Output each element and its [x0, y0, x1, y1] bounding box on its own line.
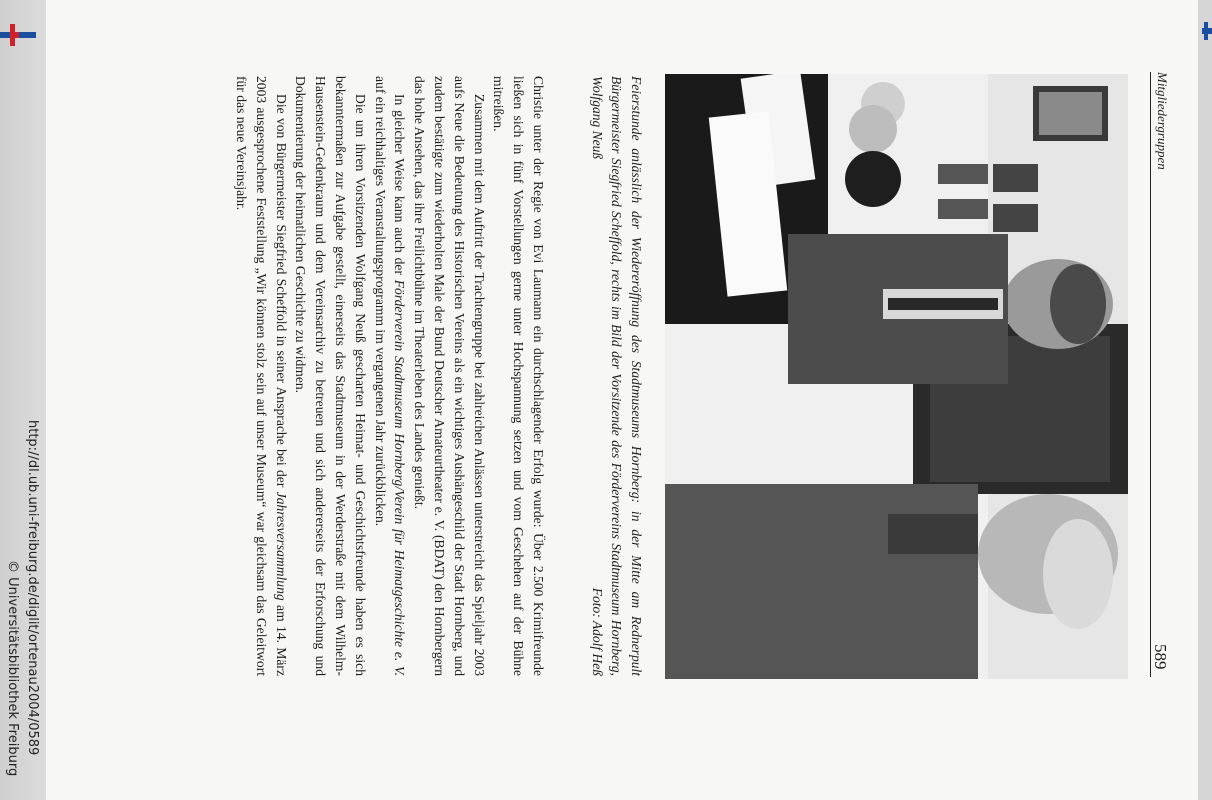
paragraph-4: Die um ihren Vorsitzenden Wolfgang Neuß gescharten Heimat- und Geschichtsfreunde haben es sich bekanntermaßen zur Aufgabe gestellt, einerseits das Stadtmuseum in der Werderstraße mit dem Wilhelm-Hausenstein-Gedenkraum und dem Vereinsarchiv zu betreuen und sich andererseits der Erforschung und Dokumentierung der heimatlichen Geschichte zu widmen.: [293, 76, 368, 676]
paragraph-3-text-a: In gleicher Weise kann auch der: [392, 94, 408, 280]
section-title: Mitgliedergruppen: [1155, 72, 1170, 170]
book-page: [46, 0, 1198, 800]
paragraph-3-emphasis: Förderverein Stadtmuseum Hornberg/Verein für Heimatgeschichte e. V.: [392, 279, 408, 676]
photo-caption: [587, 76, 646, 676]
paragraph-5-emphasis: Jahresversammlung: [273, 491, 289, 601]
copyright-notice: © Universitätsbibliothek Freiburg: [5, 560, 20, 777]
scan-registration-mark-right-icon: [1200, 22, 1212, 40]
caption-text: Feierstunde anlässlich der Wiedereröffnung des Stadtmuseums Hornberg: in der Mitte am Rednerpult Bürgermeister Siegfried Scheffold, rechts im Bild der Vorsitzende des Fördervereins Stadtmuseum Hornberg, Wolfgang Neuß: [589, 76, 644, 676]
paragraph-3-text-b: auf ein reichhaltiges Veranstaltungsprogramm im vergangenen Jahr zurückblicken.: [372, 76, 388, 527]
paragraph-3: [370, 76, 410, 676]
paragraph-2: Zusammen mit dem Auftritt der Trachtengruppe bei zahlreichen Anlässen unterstreicht das Spieljahr 2003 aufs Neue die Bedeutung des Historischen Vereins als ein wichtiges Aushängeschild der Stadt Hornberg, und zudem bestätigte zum wiederholten Male der Bund Deutscher Amateurtheater e. V. (BDAT) den Hornbergern das hohe Ansehen, das ihre Freilichtbühne im Theaterleben des Landes genießt.: [412, 76, 487, 676]
page-number: 589: [1151, 644, 1170, 670]
paragraph-5: [231, 76, 290, 676]
photograph: [665, 74, 1128, 679]
body-text: [231, 76, 548, 676]
photo-credit: Foto: Adolf Heß: [589, 587, 605, 676]
scan-border-right: [1198, 0, 1212, 800]
source-url[interactable]: http://dl.ub.uni-freiburg.de/diglit/ortenau2004/0589: [25, 420, 40, 756]
paragraph-5-text-a: Die von Bürgermeister Siegfried Scheffold in seiner Ansprache bei der: [273, 94, 289, 492]
scan-registration-mark-icon: [0, 24, 36, 46]
paragraph-1: Christie unter der Regie von Evi Laumann ein durchschlagender Erfolg wurde: Über 2.500 Krimifreunde ließen sich in fünf Vorstellungen gerne unter Hochspannung setzen und vom Geschehen auf der Bühne mitreißen.: [491, 76, 546, 676]
paragraph-5-text-b: am 14. März 2003 ausgesprochene Feststellung „Wir können stolz sein auf unser Museum“ war gleichsam das Geleitwort für das neue Vereinsjahr.: [234, 76, 289, 676]
photo-scene-icon: [665, 74, 1128, 679]
header-rule: [1150, 72, 1151, 677]
